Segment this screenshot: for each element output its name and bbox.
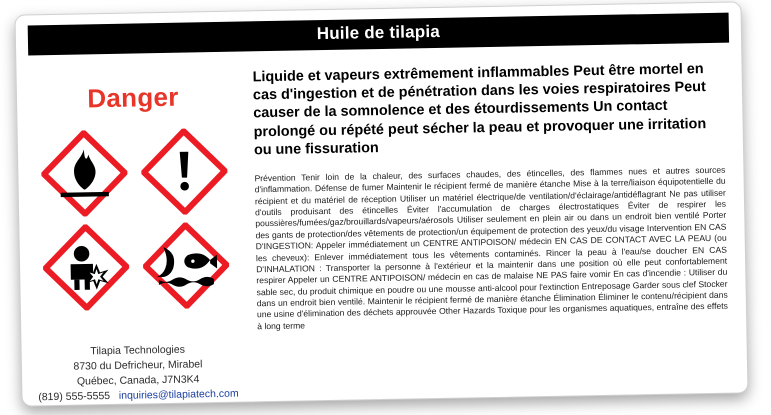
- company-address-line-1: 8730 du Defricheur, Mirabel: [73, 358, 203, 373]
- hazard-statements: Liquide et vapeurs extrêmement inflammables Peut être mortel en cas d'ingestion et de pénétration dans les voies respiratoires Peut causer de la somnolence et des étourdissements Un contact prolongé ou répété peut sécher la peau et provoquer une irritation ou une fissuration: [252, 60, 707, 159]
- environment-pictogram: [142, 221, 230, 309]
- product-title: Huile de tilapia: [316, 21, 441, 44]
- flame-pictogram: [41, 129, 129, 217]
- signal-word: Danger: [87, 81, 179, 114]
- precautionary-statements: Prévention Tenir loin de la chaleur, des surfaces chaudes, des étincelles, des flammes nues et autres sources d'inflammation. Défense de fumer Maintenir le récipient fermé de manière étanche Mise à la terre/liaison équipotentielle du récipient et du matériel de réception Utiliser un matériel électrique/de ventilation/d'éclairage/antidéflagrant Ne pas utiliser d'outils produisant des étincelles Éviter l'accumulation de charges électrostatiques Éviter de respirer les poussières/fumées/gaz/brouillards/vapeurs/aérosols Utiliser seulement en plein air ou dans un endroit bien ventilé Porter des gants de protection/des vêtements de protection/un équipement de protection des yeux/du visage Intervention EN CAS D'INGESTION: Appeler immédiatement un CENTRE ANTIPOISON/ médecin EN CAS DE CONTACT AVEC LA PEAU (ou les cheveux): Enlever immédiatement tous les vêtements contaminés. Rincer la peau à l'eau/se doucher EN CAS D'INHALATION : Transporter la personne à l'extérieur et la maintenir dans une position où elle peut confortablement respirer Appeler un CENTRE ANTIPOISON/ médecin en cas de malaise NE PAS faire vomir En cas d'incendie : Utiliser du sable sec, du produit chimique en poudre ou une mousse anti-alcool pour l'extinction Entreposage Garder sous clef Stocker dans un endroit bien ventilé. Maintenir le récipient fermé de manière étanche Élimination Éliminer le contenu/récipient dans une usine d'élimination des déchets approuvée Other Hazards Toxique pour les organismes aquatiques, entraîne des effets à long terme: [254, 164, 729, 331]
- label-left-column: [28, 58, 242, 410]
- label-body: [28, 49, 735, 410]
- exclamation-mark-pictogram: [141, 128, 229, 216]
- company-name: Tilapia Technologies: [90, 343, 186, 358]
- product-title-bar: [28, 13, 729, 56]
- company-email-link[interactable]: inquiries@tilapiatech.com: [118, 388, 239, 403]
- pictogram-row-bottom: [42, 221, 230, 310]
- ghs-label-card: [14, 1, 748, 406]
- label-right-column: [236, 49, 735, 406]
- company-address-line-2: Québec, Canada, J7N3K4: [76, 373, 200, 388]
- health-hazard-pictogram: [42, 223, 130, 311]
- company-contact-line: [38, 387, 239, 406]
- company-info: [37, 341, 238, 406]
- pictogram-row-top: [41, 128, 229, 217]
- company-phone: (819) 555-5555: [38, 390, 111, 404]
